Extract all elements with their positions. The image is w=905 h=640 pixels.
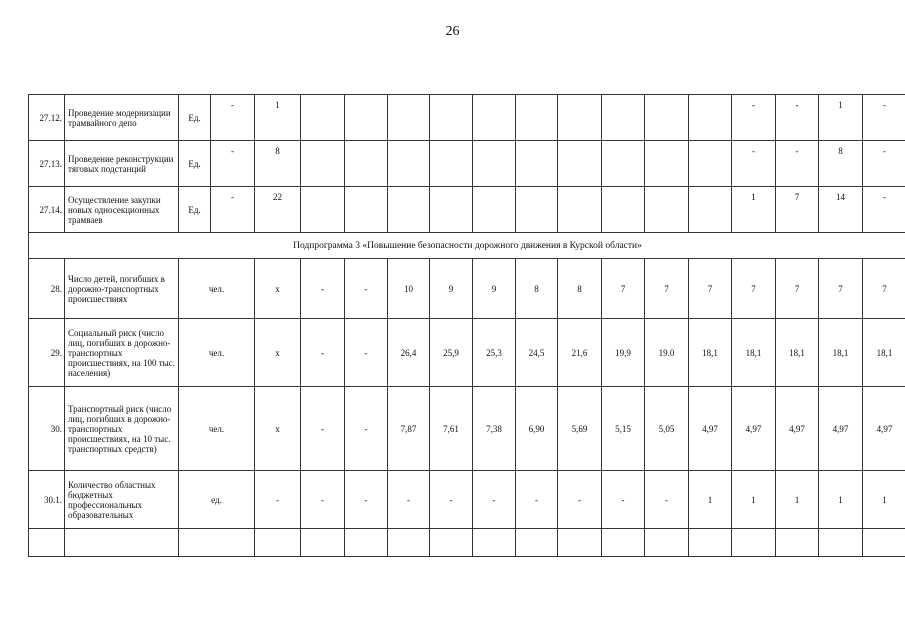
table-cell: 5,69 (558, 387, 602, 471)
table-cell: - (211, 95, 255, 141)
table-cell: x (255, 387, 301, 471)
table-cell (516, 141, 558, 187)
table-cell: - (732, 95, 776, 141)
table-cell: - (732, 141, 776, 187)
table-cell-empty (473, 529, 516, 557)
table-cell: - (345, 319, 388, 387)
row-name: Количество областных бюджетных профессиональных образовательных (65, 471, 179, 529)
table-cell: - (255, 471, 301, 529)
table-cell (689, 187, 732, 233)
table-cell: - (645, 471, 689, 529)
table-cell (516, 187, 558, 233)
table-row (29, 387, 905, 471)
table-cell-empty (179, 529, 255, 557)
table-cell: - (776, 95, 819, 141)
table-cell (473, 141, 516, 187)
table-row (29, 95, 905, 141)
table-cell (430, 95, 473, 141)
table-bottom-body (29, 259, 905, 529)
table-cell: - (301, 259, 345, 319)
table-cell (516, 95, 558, 141)
table-cell (689, 95, 732, 141)
table-cell (345, 141, 388, 187)
table-cell-empty (863, 529, 905, 557)
table-cell: 1 (819, 95, 863, 141)
table-cell: 26,4 (388, 319, 430, 387)
row-unit: чел. (179, 259, 255, 319)
table-cell (301, 187, 345, 233)
table-cell: - (345, 387, 388, 471)
row-number: 30.1. (29, 471, 65, 529)
table-row (29, 141, 905, 187)
row-name: Транспортный риск (число лиц, погибших в дорожно-транспортных происшествиях, на 10 тыс. транспортных средств) (65, 387, 179, 471)
row-name: Социальный риск (число лиц, погибших в дорожно-транспортных происшествиях, на 100 тыс. населения) (65, 319, 179, 387)
table-cell-empty (602, 529, 645, 557)
row-name: Проведение реконструкции тяговых подстанций (65, 141, 179, 187)
table-cell: 7 (819, 259, 863, 319)
table-cell (645, 95, 689, 141)
table-cell-empty (430, 529, 473, 557)
table-cell: 1 (776, 471, 819, 529)
table-cell: 18,1 (776, 319, 819, 387)
table-cell (558, 141, 602, 187)
table-cell: - (345, 259, 388, 319)
table-cell: - (473, 471, 516, 529)
table-cell: 24,5 (516, 319, 558, 387)
table-cell: 4,97 (819, 387, 863, 471)
table-cell: 18,1 (732, 319, 776, 387)
table-cell: - (211, 141, 255, 187)
table-cell: - (863, 141, 905, 187)
row-number: 27.14. (29, 187, 65, 233)
table-cell: 18,1 (819, 319, 863, 387)
table-cell: - (776, 141, 819, 187)
table-cell: 1 (732, 471, 776, 529)
table-cell: x (255, 319, 301, 387)
table-cell: 4,97 (863, 387, 905, 471)
table-cell: 18,1 (689, 319, 732, 387)
table-cell-empty (819, 529, 863, 557)
table-cell: - (863, 95, 905, 141)
row-unit: чел. (179, 319, 255, 387)
row-name: Число детей, погибших в дорожно-транспортных происшествиях (65, 259, 179, 319)
table-cell: - (602, 471, 645, 529)
table-cell: 25,9 (430, 319, 473, 387)
table-top-body (29, 95, 905, 233)
row-number: 29. (29, 319, 65, 387)
table-cell (602, 141, 645, 187)
table-cell: 7 (689, 259, 732, 319)
table-cell (473, 95, 516, 141)
table-cell: 7,38 (473, 387, 516, 471)
table-cell: 5,05 (645, 387, 689, 471)
table-cell: - (301, 319, 345, 387)
table-cell: 8 (255, 141, 301, 187)
row-number: 30. (29, 387, 65, 471)
table-cell: 1 (819, 471, 863, 529)
table-cell-empty (65, 529, 179, 557)
table-cell: - (345, 471, 388, 529)
table-cell: 7 (776, 259, 819, 319)
table-cell-empty (732, 529, 776, 557)
table-cell: 8 (819, 141, 863, 187)
table-cell (388, 187, 430, 233)
table-cell: 19,9 (602, 319, 645, 387)
table-cell: 7 (645, 259, 689, 319)
table-cell: 18,1 (863, 319, 905, 387)
table-cell-empty (388, 529, 430, 557)
table-cell: - (301, 471, 345, 529)
table-cell-empty (29, 529, 65, 557)
table-cell (473, 187, 516, 233)
table-row-empty (29, 529, 905, 557)
table-cell: 8 (516, 259, 558, 319)
table-cell: 19.0 (645, 319, 689, 387)
table-row (29, 259, 905, 319)
table-cell-empty (776, 529, 819, 557)
table-cell: 7 (776, 187, 819, 233)
table-cell: - (558, 471, 602, 529)
table-cell: 1 (863, 471, 905, 529)
table-cell-empty (255, 529, 301, 557)
table-cell: - (516, 471, 558, 529)
row-unit: Ед. (179, 187, 211, 233)
table-cell: 7 (732, 259, 776, 319)
table-cell: 1 (732, 187, 776, 233)
table-cell-empty (301, 529, 345, 557)
table-empty-body (29, 529, 905, 557)
table-cell: 4,97 (732, 387, 776, 471)
indicators-table (28, 94, 905, 557)
table-cell-empty (558, 529, 602, 557)
table-cell: 5,15 (602, 387, 645, 471)
table-cell (345, 187, 388, 233)
table-cell: 7,61 (430, 387, 473, 471)
table-cell (388, 141, 430, 187)
table-cell: - (211, 187, 255, 233)
table-cell (345, 95, 388, 141)
table-cell-empty (689, 529, 732, 557)
row-number: 27.13. (29, 141, 65, 187)
row-name: Осуществление закупки новых односекционных трамваев (65, 187, 179, 233)
table-cell (602, 95, 645, 141)
table-cell (388, 95, 430, 141)
section-title: Подпрограмма 3 «Повышение безопасности дорожного движения в Курской области» (29, 233, 905, 259)
table-cell (301, 95, 345, 141)
table-cell (689, 141, 732, 187)
table-cell (430, 187, 473, 233)
table-cell: 6,90 (516, 387, 558, 471)
table-cell (558, 95, 602, 141)
page-number: 26 (445, 24, 460, 39)
table-cell: 4,97 (689, 387, 732, 471)
table-row (29, 187, 905, 233)
table-cell (301, 141, 345, 187)
table-cell: 9 (473, 259, 516, 319)
table-cell: 10 (388, 259, 430, 319)
table-cell: 1 (255, 95, 301, 141)
table-cell: 7,87 (388, 387, 430, 471)
section-row (29, 233, 905, 259)
table-cell: 21,6 (558, 319, 602, 387)
table-cell: x (255, 259, 301, 319)
table-cell: 1 (689, 471, 732, 529)
table-cell: - (301, 387, 345, 471)
row-number: 27.12. (29, 95, 65, 141)
table-cell (645, 187, 689, 233)
table-cell-empty (345, 529, 388, 557)
table-cell: 8 (558, 259, 602, 319)
row-unit: ед. (179, 471, 255, 529)
table-row (29, 319, 905, 387)
table-cell: 25,3 (473, 319, 516, 387)
table-cell-empty (645, 529, 689, 557)
table-cell (645, 141, 689, 187)
table-cell (430, 141, 473, 187)
table-cell: 7 (863, 259, 905, 319)
table-cell (558, 187, 602, 233)
row-name: Проведение модернизации трамвайного депо (65, 95, 179, 141)
row-unit: Ед. (179, 141, 211, 187)
table-row (29, 471, 905, 529)
row-unit: чел. (179, 387, 255, 471)
table-cell: 7 (602, 259, 645, 319)
table-cell: - (863, 187, 905, 233)
table-cell: - (388, 471, 430, 529)
row-number: 28. (29, 259, 65, 319)
table-section-body (29, 233, 905, 259)
table-cell: 22 (255, 187, 301, 233)
table-cell: 4,97 (776, 387, 819, 471)
table-cell: 9 (430, 259, 473, 319)
table-cell: 14 (819, 187, 863, 233)
row-unit: Ед. (179, 95, 211, 141)
table-cell-empty (516, 529, 558, 557)
table-cell: - (430, 471, 473, 529)
table-cell (602, 187, 645, 233)
